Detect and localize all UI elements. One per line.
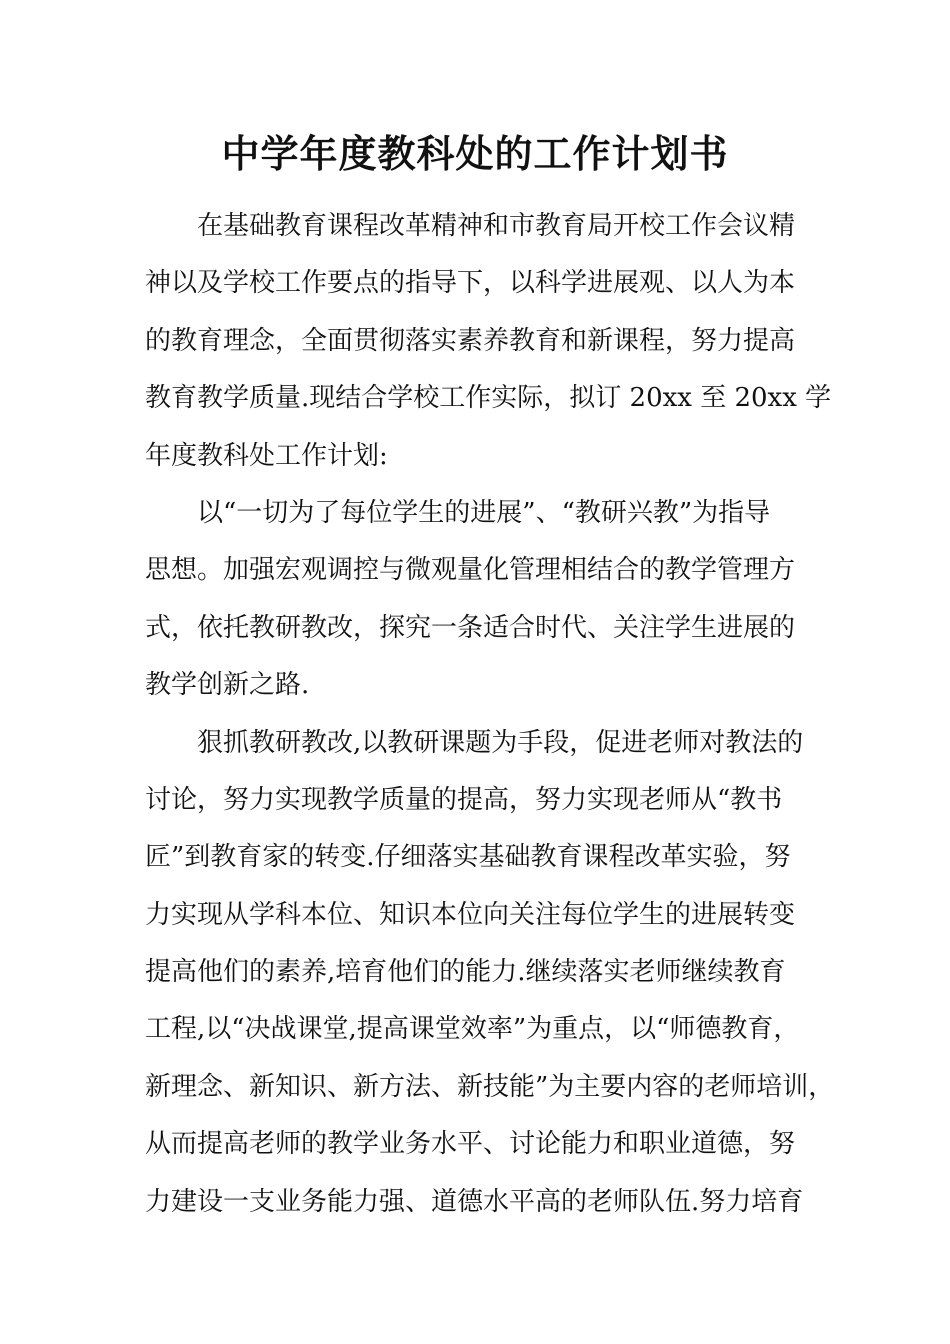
- text-line: 从而提高老师的教学业务水平、讨论能力和职业道德，努: [145, 1129, 796, 1160]
- text-line: 年度教科处工作计划:: [145, 440, 388, 471]
- text-line: 的教育理念，全面贯彻落实素养教育和新课程，努力提高: [145, 325, 796, 356]
- text-line: 神以及学校工作要点的指导下，以科学进展观、以人为本: [145, 268, 796, 299]
- text-line: 匠”到教育家的转变.仔细落实基础教育课程改革实验，努: [145, 842, 791, 873]
- text-line: 工程,以“决战课堂,提高课堂效率”为重点，以“师德教育，: [145, 1014, 800, 1045]
- text-line: 力建设一支业务能力强、道德水平高的老师队伍.努力培育: [145, 1186, 804, 1217]
- paragraph-3: [145, 715, 835, 1232]
- text-line: 提高他们的素养,培育他们的能力.继续落实老师继续教育: [145, 957, 786, 988]
- document-body: [145, 198, 835, 1231]
- text-line: 教学创新之路.: [145, 670, 310, 701]
- text-line: 在基础教育课程改革精神和市教育局开校工作会议精: [197, 211, 796, 241]
- text-line: 新理念、新知识、新方法、新技能”为主要内容的老师培训，: [145, 1071, 835, 1102]
- text-line: 狠抓教研教改,以教研课题为手段，促进老师对教法的: [197, 727, 804, 758]
- paragraph-2: [145, 485, 817, 715]
- text-line: 教育教学质量.现结合学校工作实际，拟订 20xx 至 20xx 学: [145, 383, 832, 414]
- text-line: 讨论，努力实现教学质量的提高，努力实现老师从“教书: [145, 784, 783, 815]
- text-line: 思想。加强宏观调控与微观量化管理相结合的教学管理方: [145, 555, 796, 586]
- paragraph-1: [145, 198, 832, 485]
- document-title: 中学年度教科处的工作计划书: [221, 131, 729, 176]
- text-line: 以“一切为了每位学生的进展”、“教研兴教”为指导: [197, 497, 771, 528]
- text-line: 式，依托教研教改，探究一条适合时代、关注学生进展的: [145, 612, 796, 643]
- text-line: 力实现从学科本位、知识本位向关注每位学生的进展转变: [145, 899, 796, 930]
